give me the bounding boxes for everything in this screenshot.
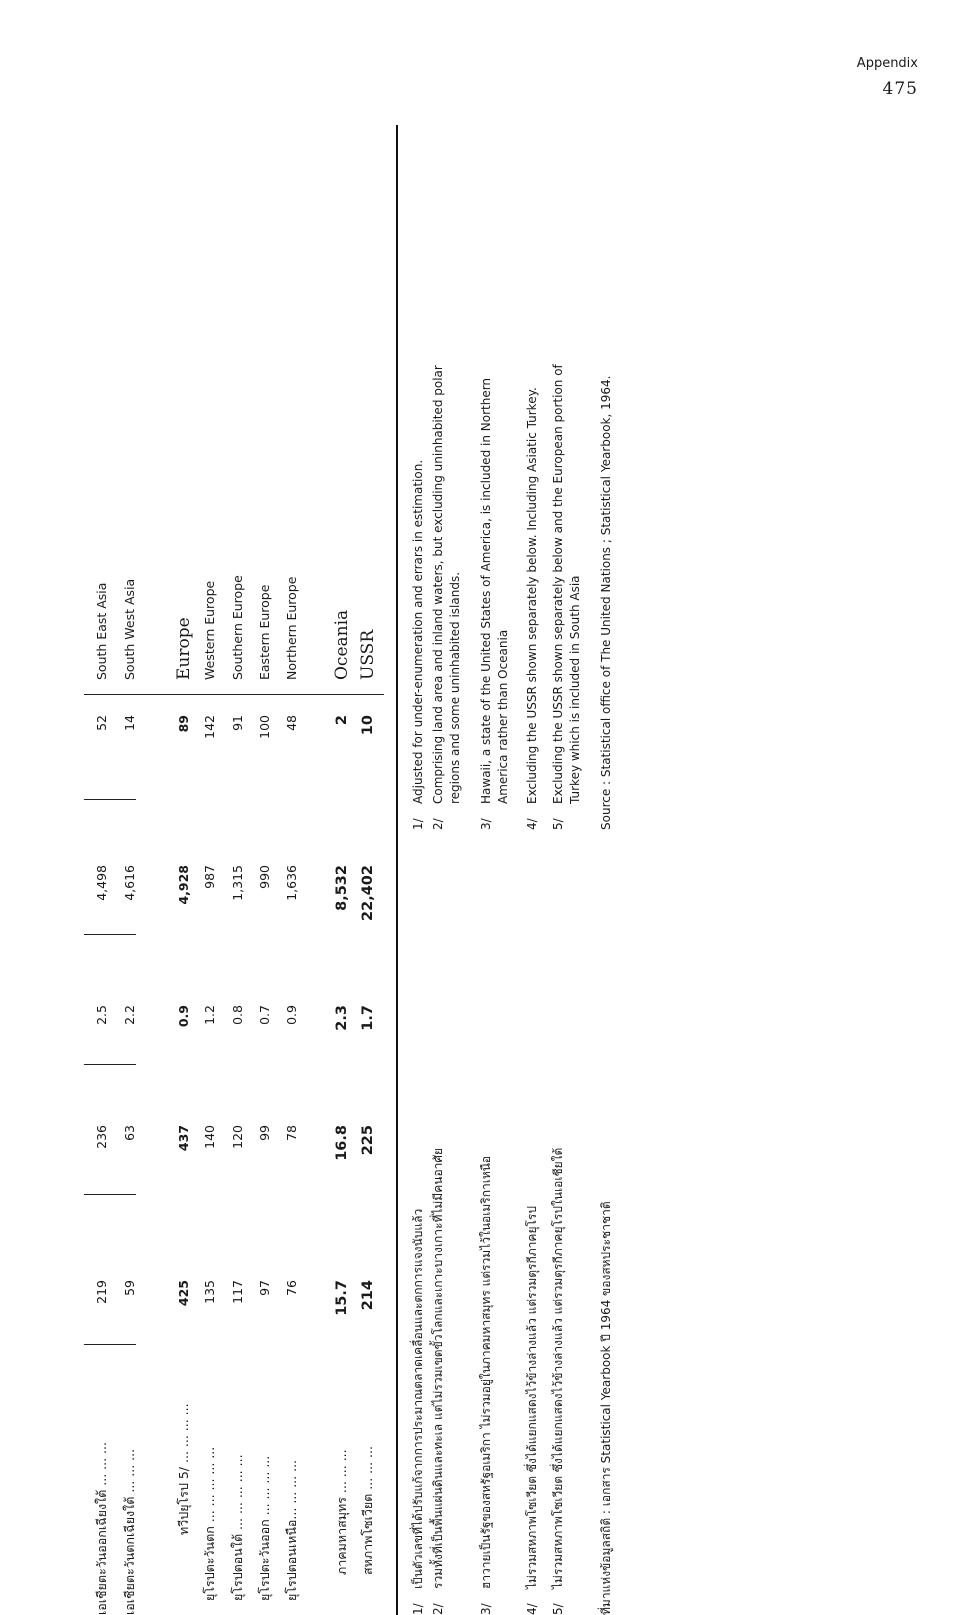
footnote-mark: 3/ [479,818,493,830]
table-row [356,125,380,1615]
row-label-english: Southern Europe [230,575,245,680]
page-number: 475 [882,79,918,99]
footnote-mark: 2/ [431,818,445,830]
cell: 63 [122,1125,137,1141]
cell: 16.8 [334,1125,350,1161]
row-label-english: Europe [174,617,194,680]
footnote-mark: 4/ [525,1603,539,1615]
footnote-text-continued: Turkey which is included in South Asia [568,575,582,804]
english-footnote [478,378,512,830]
footnote-mark: 5/ [551,1603,565,1615]
row-label-thai: สหภาพโซเวียต ... ... ... [360,1446,375,1575]
footnote-text: Hawaii, a state of the United States of America, is included in Northern [479,377,493,804]
cell: 59 [122,1280,137,1296]
footnote-mark: 1/ [411,1603,425,1615]
table-row [280,125,304,1615]
footnote-text: Adjusted for under-enumeration and errars in estimation. [411,459,425,804]
cell: 97 [257,1280,272,1296]
cell: 117 [230,1280,245,1304]
footnote-text: ไม่รวมสหภาพโซเวียต ซึ่งได้แยกแสดงไว้ข้างล่างแล้ว แต่รวมตุรกีภาคยุโรปในเอเชียใต้ [551,1147,565,1589]
cell: 1.7 [360,1005,376,1031]
cell: 437 [176,1125,191,1152]
table-row [330,125,354,1615]
cell: 4,498 [94,865,109,901]
cell: 4,928 [176,865,191,905]
thai-source-note [598,1201,615,1615]
cell: 99 [257,1125,272,1141]
row-label-thai: เอเชียตะวันออกเฉียงใต้ ... ... ... [94,1442,109,1615]
english-footnote [524,387,541,830]
footnote-mark: 4/ [525,818,539,830]
table-row [90,125,114,1615]
row-label-thai: ภาคมหาสมุทร ... ... ... [334,1449,349,1575]
cell: 140 [202,1125,217,1149]
thai-footnote [430,1148,447,1615]
row-label-thai: ทวีปยุโรป 5/ ... ... ... ... [176,1403,191,1535]
table-row [198,125,222,1615]
footnote-text-continued: America rather than Oceania [496,629,510,804]
english-footnote [550,364,584,830]
english-footnote [430,365,464,830]
row-label-english: South East Asia [94,582,109,680]
thai-footnote [478,1156,495,1615]
footnote-mark: 5/ [551,818,565,830]
thai-footnote [524,1206,541,1615]
source-text: Source : Statistical office of The United Nations ; Statistical Yearbook, 1964. [599,375,613,830]
footnote-mark: 2/ [431,1603,445,1615]
footnote-text: Excluding the USSR shown separately below. Including Asiatic Turkey. [525,387,539,804]
row-label-thai: เอเชียตะวันตกเฉียงใต้ ... ... ... [122,1448,137,1615]
cell: 52 [94,715,109,731]
source-text: ที่มาแห่งข้อมูลสถิติ : เอกสาร Statistical Yearbook ปี 1964 ของสหประชาชาติ [599,1201,613,1615]
cell: 2.2 [122,1005,137,1025]
row-label-english: Western Europe [202,580,217,680]
table-row [226,125,250,1615]
cell: 48 [284,715,299,731]
cell: 214 [360,1280,376,1311]
row-label-thai: ยุโรปตอนใต้ ... ... ... ... ... [230,1454,245,1601]
cell: 1,315 [230,865,245,901]
cell: 76 [284,1280,299,1296]
footnote-text: ไม่รวมสหภาพโซเวียต ซึ่งได้แยกแสดงไว้ข้างล่างแล้ว แต่รวมตุรกีภาคยุโรป [525,1206,539,1589]
cell: 425 [176,1280,191,1307]
cell: 219 [94,1280,109,1304]
cell: 78 [284,1125,299,1141]
footnote-text: เป็นตัวเลขที่ได้ปรับแก้จากการประมาณตลาดเคลื่อนและตกการแจงนับแล้ว [411,1208,425,1589]
row-label-thai: ยุโรปตะวันตก ... ... ... ... ... [202,1446,217,1601]
cell: 0.7 [257,1005,272,1025]
footnote-mark: 1/ [411,818,425,830]
cell: 14 [122,715,137,731]
row-label-english: Eastern Europe [257,584,272,680]
row-label-english: Oceania [332,609,352,680]
row-label-thai: ยุโรปตอนเหนือ... ... ... ... [284,1459,299,1601]
cell: 2.3 [334,1005,350,1031]
cell: 100 [257,715,272,739]
cell: 91 [230,715,245,731]
thai-footnote [410,1209,427,1615]
rotated-table-page [80,125,640,1615]
english-footnote [410,460,427,830]
footnote-text: ฮาวายเป็นรัฐของสหรัฐอเมริกา ไม่รวมอยู่ในภาคมหาสมุทร แต่รวมไว้ในอเมริกาเหนือ [479,1155,493,1589]
thai-footnote [550,1148,567,1615]
cell: 0.9 [284,1005,299,1025]
cell: 8,532 [334,865,350,911]
cell: 22,402 [360,865,376,921]
cell: 135 [202,1280,217,1304]
footnote-mark: 3/ [479,1603,493,1615]
cell: 10 [360,715,376,736]
cell: 1,636 [284,865,299,901]
footnote-text: รวมทั้งที่เป็นพื้นแผ่นดินและทะเล แต่ไม่รวมเขตขั้วโลกและเกาะบางเกาะที่ไม่มีคนอาศัย [431,1147,445,1589]
running-head: Appendix [856,56,918,71]
row-label-english: USSR [358,629,378,680]
cell: 987 [202,865,217,889]
cell: 990 [257,865,272,889]
page-header [800,56,918,99]
row-label-thai: ยุโรปตะวันออก ... ... ... ... [257,1455,272,1601]
row-label-english: South West Asia [122,578,137,680]
cell: 2 [334,715,350,726]
table-row [253,125,277,1615]
footnote-text: Comprising land area and inland waters, but excluding uninhabited polar [431,365,445,804]
cell: 2.5 [94,1005,109,1025]
cell: 0.9 [176,1005,191,1028]
cell: 89 [176,715,191,733]
cell: 4,616 [122,865,137,901]
cell: 225 [360,1125,376,1156]
cell: 236 [94,1125,109,1149]
english-source-note [598,376,615,830]
row-label-english: Northern Europe [284,576,299,680]
table-bottom-rule [396,125,398,1615]
table-row [172,125,196,1615]
footnote-text-continued: regions and some uninhabited islands. [448,571,462,804]
table-row [118,125,142,1615]
footnote-text: Excluding the USSR shown separately below and the European portion of [551,364,565,804]
cell: 1.2 [202,1005,217,1025]
cell: 15.7 [334,1280,350,1316]
cell: 0.8 [230,1005,245,1025]
cell: 120 [230,1125,245,1149]
cell: 142 [202,715,217,739]
